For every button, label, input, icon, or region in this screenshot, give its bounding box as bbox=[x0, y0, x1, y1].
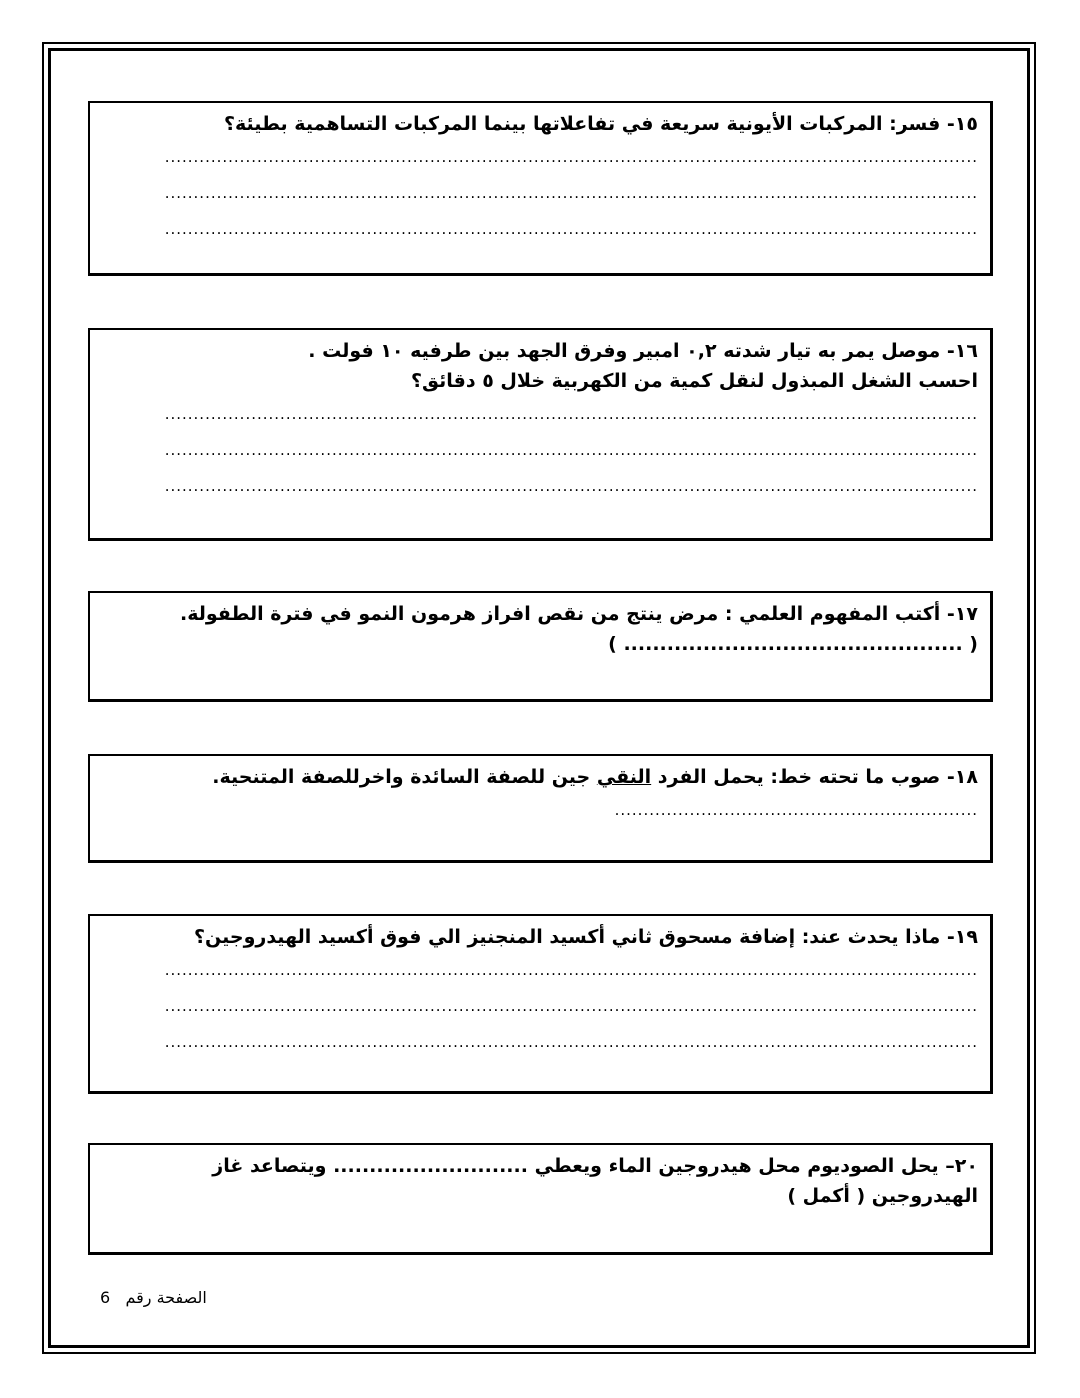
question-19-text: ١٩- ماذا يحدث عند: إضافة مسحوق ثاني أكسيد المنجنيز الي فوق أكسيد الهيدروجين؟ bbox=[194, 926, 978, 948]
answer-line[interactable]: ............................................................................................................................................. bbox=[164, 477, 978, 495]
answer-line[interactable]: ............................................................................................................................................. bbox=[164, 1033, 978, 1051]
question-15-box bbox=[88, 101, 993, 276]
question-16-text-line2: احسب الشغل المبذول لنقل كمية من الكهربية خلال ٥ دقائق؟ bbox=[410, 370, 978, 392]
page-number-footer bbox=[100, 1288, 207, 1307]
question-18-underlined-word: النقي bbox=[596, 766, 652, 788]
question-16-text-line1: ١٦- موصل يمر به تيار شدته ٠,٢ امبير وفرق الجهد بين طرفيه ١٠ فولت . bbox=[308, 340, 978, 362]
question-17-text: ١٧- أكتب المفهوم العلمي : مرض ينتج من نقص افراز هرمون النمو في فترة الطفولة. bbox=[179, 603, 978, 625]
answer-line[interactable]: ............................................................................................................................................. bbox=[164, 405, 978, 423]
question-20-box bbox=[88, 1143, 993, 1255]
question-18-suffix: جين للصفة السائدة واخرللصفة المتنحية. bbox=[212, 766, 597, 788]
answer-line[interactable]: ............................................................................................................................................. bbox=[164, 148, 978, 166]
page-number-label: الصفحة رقم bbox=[125, 1288, 207, 1307]
answer-line[interactable]: ............................................................................................................................................. bbox=[164, 220, 978, 238]
question-20-text-line1: ٢٠– يحل الصوديوم محل هيدروجين الماء ويعطي ........................... ويتصاعد غاز bbox=[212, 1155, 978, 1177]
question-16-box bbox=[88, 328, 993, 541]
answer-line[interactable]: ............................................................... bbox=[614, 801, 978, 819]
question-18-box bbox=[88, 754, 993, 863]
question-20-text-line2: الهيدروجين ( أكمل ) bbox=[787, 1185, 978, 1207]
question-17-blank[interactable]: ( ............................................... ) bbox=[608, 633, 978, 655]
answer-line[interactable]: ............................................................................................................................................. bbox=[164, 184, 978, 202]
question-17-box bbox=[88, 591, 993, 702]
question-18-text bbox=[104, 762, 978, 792]
answer-line[interactable]: ............................................................................................................................................. bbox=[164, 961, 978, 979]
question-19-box bbox=[88, 914, 993, 1094]
page-number-value: 6 bbox=[100, 1288, 111, 1307]
question-18-prefix: ١٨- صوب ما تحته خط: يحمل الفرد bbox=[651, 766, 978, 788]
answer-line[interactable]: ............................................................................................................................................. bbox=[164, 441, 978, 459]
answer-line[interactable]: ............................................................................................................................................. bbox=[164, 997, 978, 1015]
question-15-text: ١٥- فسر: المركبات الأيونية سريعة في تفاعلاتها بينما المركبات التساهمية بطيئة؟ bbox=[223, 113, 978, 135]
